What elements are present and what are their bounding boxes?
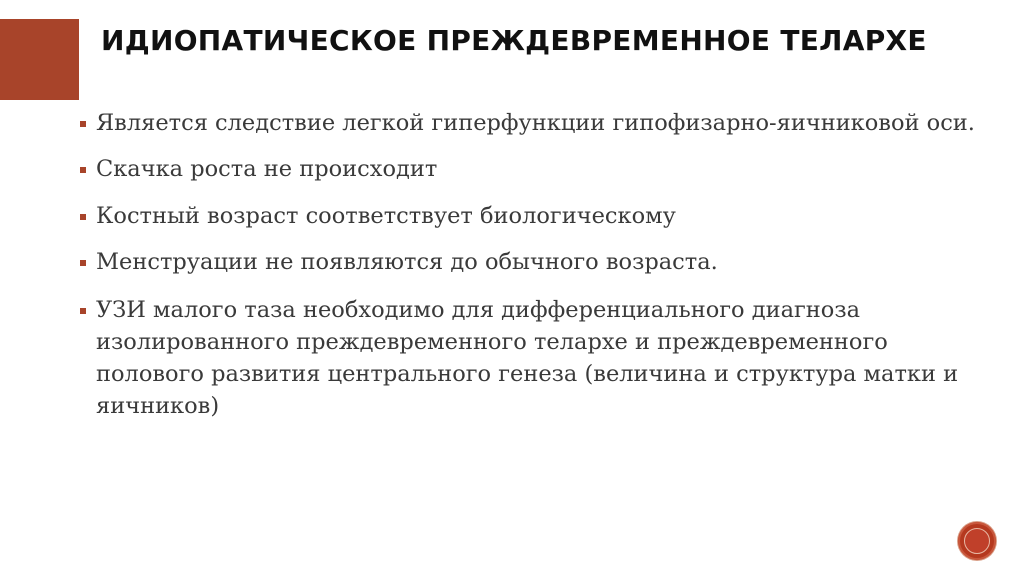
bullet-list [78,107,978,435]
list-item [78,200,978,232]
square-bullet-icon [80,167,86,173]
list-item [78,153,978,185]
list-item [78,107,978,139]
bullet-text: Является следствие легкой гиперфункции гипофизарно-яичниковой оси. [96,110,975,136]
square-bullet-icon [80,260,86,266]
bullet-text: Костный возраст соответствует биологическому [96,203,676,229]
list-item [78,246,978,278]
bullet-text: Менструации не появляются до обычного возраста. [96,249,718,275]
title-accent-bar [0,19,79,100]
square-bullet-icon [80,214,86,220]
slide-nav-circle-icon [964,528,990,554]
slide-title: ИДИОПАТИЧЕСКОЕ ПРЕЖДЕВРЕМЕННОЕ ТЕЛАРХЕ [101,24,927,57]
list-item [78,294,978,422]
square-bullet-icon [80,121,86,127]
square-bullet-icon [80,308,86,314]
slide-nav-button[interactable] [958,522,996,560]
bullet-text: Скачка роста не происходит [96,156,438,182]
bullet-text: УЗИ малого таза необходимо для дифференциального диагноза изолированного преждевременного телархе и преждевременного полового развития центрального генеза (величина и структура матки и яичников) [96,297,959,419]
